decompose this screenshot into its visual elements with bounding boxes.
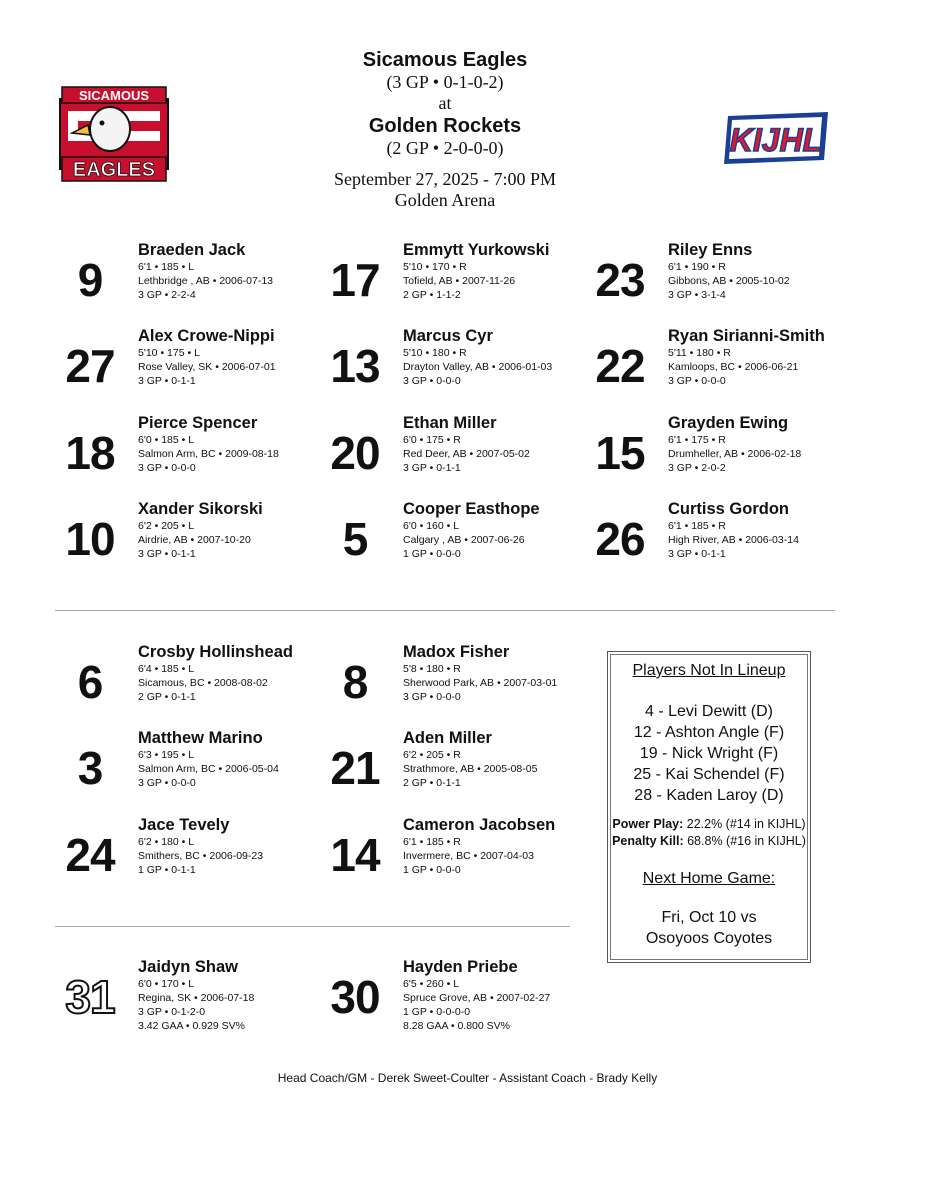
home-team-name: Golden Rockets — [368, 115, 522, 137]
player-origin: Calgary , AB • 2007-06-26 — [403, 534, 525, 546]
player-card — [55, 728, 315, 808]
player-bio: 6'0 • 170 • L — [138, 978, 195, 990]
jersey-number: 26 — [595, 513, 645, 565]
player-origin: Smithers, BC • 2006-09-23 — [138, 850, 264, 862]
player-card — [320, 413, 580, 493]
player-bio: 6'3 • 195 • L — [138, 749, 195, 761]
player-stats: 3 GP • 0-1-1 — [403, 462, 461, 474]
power-play-stat: Power Play: 22.2% (#14 in KIJHL) — [612, 817, 806, 831]
penalty-kill-stat: Penalty Kill: 68.8% (#16 in KIJHL) — [612, 834, 806, 848]
player-name: Braeden Jack — [138, 241, 246, 259]
jersey-number: 22 — [595, 340, 645, 392]
player-stats: 3 GP • 0-1-1 — [668, 548, 726, 560]
player-card — [320, 728, 580, 808]
player-origin: Invermere, BC • 2007-04-03 — [403, 850, 534, 862]
player-origin: Lethbridge , AB • 2006-07-13 — [138, 275, 274, 287]
player-bio: 6'1 • 185 • R — [403, 836, 461, 848]
jersey-number: 9 — [77, 254, 103, 306]
player-bio: 6'0 • 175 • R — [403, 434, 461, 446]
player-card — [55, 413, 315, 493]
section-divider — [55, 926, 570, 927]
not-in-lineup-title: Players Not In Lineup — [632, 662, 786, 679]
player-bio: 6'0 • 160 • L — [403, 520, 460, 532]
player-name: Crosby Hollinshead — [138, 643, 293, 661]
not-in-lineup-item: 25 - Kai Schendel (F) — [633, 766, 785, 783]
player-bio: 6'1 • 175 • R — [668, 434, 726, 446]
player-stats: 3 GP • 2-2-4 — [138, 289, 196, 301]
player-name: Xander Sikorski — [138, 500, 263, 518]
player-origin: Strathmore, AB • 2005-08-05 — [403, 763, 538, 775]
goalie-card — [55, 957, 315, 1049]
jersey-number: 21 — [330, 742, 380, 794]
player-bio: 6'0 • 185 • L — [138, 434, 195, 446]
player-stats: 3 GP • 3-1-4 — [668, 289, 726, 301]
player-stats: 1 GP • 0-0-0 — [403, 548, 461, 560]
goalie-averages: 3.42 GAA • 0.929 SV% — [138, 1020, 245, 1032]
jersey-number: 17 — [330, 254, 380, 306]
player-origin: Gibbons, AB • 2005-10-02 — [668, 275, 790, 287]
player-stats: 2 GP • 0-1-1 — [403, 777, 461, 789]
player-card — [55, 815, 315, 895]
player-name: Alex Crowe-Nippi — [138, 327, 275, 345]
player-origin: Spruce Grove, AB • 2007-02-27 — [403, 992, 551, 1004]
player-origin: Drayton Valley, AB • 2006-01-03 — [403, 361, 553, 373]
coaching-staff: Head Coach/GM - Derek Sweet-Coulter - Assistant Coach - Brady Kelly — [277, 1071, 658, 1085]
player-card — [320, 642, 580, 722]
player-name: Madox Fisher — [403, 643, 510, 661]
player-bio: 6'4 • 185 • L — [138, 663, 195, 675]
player-stats: 3 GP • 0-0-0 — [668, 375, 726, 387]
jersey-number: 14 — [330, 829, 380, 881]
player-bio: 6'2 • 180 • L — [138, 836, 195, 848]
player-origin: High River, AB • 2006-03-14 — [668, 534, 799, 546]
not-in-lineup-item: 19 - Nick Wright (F) — [639, 745, 779, 762]
player-origin: Red Deer, AB • 2007-05-02 — [403, 448, 530, 460]
player-bio: 5'10 • 180 • R — [403, 347, 467, 359]
logo-top-text: SICAMOUS — [78, 88, 150, 103]
player-card — [320, 815, 580, 895]
jersey-number: 8 — [342, 656, 368, 708]
not-in-lineup-item: 28 - Kaden Laroy (D) — [634, 787, 784, 804]
next-home-game-opponent: Osoyoos Coyotes — [645, 930, 773, 947]
game-date: September 27, 2025 - 7:00 PM — [334, 169, 556, 189]
game-venue: Golden Arena — [394, 190, 496, 210]
player-card — [55, 642, 315, 722]
player-card — [320, 326, 580, 406]
player-bio: 5'11 • 180 • R — [668, 347, 731, 359]
jersey-number: 6 — [77, 656, 103, 708]
player-name: Jaidyn Shaw — [138, 958, 238, 976]
jersey-number: 3 — [77, 742, 103, 794]
player-origin: Sherwood Park, AB • 2007-03-01 — [403, 677, 558, 689]
logo-bottom-text: EAGLES — [72, 159, 156, 181]
player-bio: 6'5 • 260 • L — [403, 978, 460, 990]
player-stats: 1 GP • 0-1-1 — [138, 864, 196, 876]
next-home-game-date: Fri, Oct 10 vs — [661, 909, 757, 926]
player-stats: 3 GP • 2-0-2 — [668, 462, 726, 474]
player-name: Pierce Spencer — [138, 414, 258, 432]
player-card — [55, 326, 315, 406]
player-name: Curtiss Gordon — [668, 500, 790, 518]
player-stats: 3 GP • 0-1-1 — [138, 548, 196, 560]
player-stats: 2 GP • 0-1-1 — [138, 691, 196, 703]
player-bio: 6'1 • 185 • R — [668, 520, 726, 532]
player-stats: 3 GP • 0-0-0 — [403, 375, 461, 387]
player-bio: 5'10 • 170 • R — [403, 261, 467, 273]
player-origin: Regina, SK • 2006-07-18 — [138, 992, 255, 1004]
not-in-lineup-item: 12 - Ashton Angle (F) — [633, 724, 785, 741]
player-stats: 2 GP • 1-1-2 — [403, 289, 461, 301]
next-home-game-title: Next Home Game: — [642, 870, 776, 887]
player-name: Matthew Marino — [138, 729, 263, 747]
at-label: at — [438, 93, 452, 113]
section-divider — [55, 610, 835, 611]
info-box — [607, 651, 811, 963]
player-stats: 3 GP • 0-0-0 — [138, 462, 196, 474]
player-origin: Drumheller, AB • 2006-02-18 — [668, 448, 802, 460]
player-bio: 6'1 • 185 • L — [138, 261, 195, 273]
player-name: Jace Tevely — [138, 816, 230, 834]
jersey-number: 15 — [595, 427, 645, 479]
player-card — [585, 326, 845, 406]
player-origin: Salmon Arm, BC • 2009-08-18 — [138, 448, 279, 460]
away-team-name: Sicamous Eagles — [362, 49, 528, 71]
logo-kijhl-text: KIJHL — [729, 122, 823, 158]
player-card — [320, 240, 580, 320]
player-bio: 6'2 • 205 • L — [138, 520, 195, 532]
player-name: Cameron Jacobsen — [403, 816, 556, 834]
player-stats: 3 GP • 0-0-0 — [403, 691, 461, 703]
not-in-lineup-item: 4 - Levi Dewitt (D) — [644, 703, 774, 720]
player-card — [585, 499, 845, 579]
player-name: Aden Miller — [403, 729, 492, 747]
player-card — [585, 240, 845, 320]
player-name: Ryan Sirianni-Smith — [668, 327, 825, 345]
player-stats: 3 GP • 0-0-0 — [138, 777, 196, 789]
player-stats: 1 GP • 0-0-0-0 — [403, 1006, 471, 1018]
jersey-number: 10 — [65, 513, 115, 565]
player-card — [55, 240, 315, 320]
player-name: Ethan Miller — [403, 414, 497, 432]
player-name: Marcus Cyr — [403, 327, 493, 345]
goalie-averages: 8.28 GAA • 0.800 SV% — [403, 1020, 510, 1032]
kijhl-logo — [720, 108, 832, 168]
player-stats: 3 GP • 0-1-2-0 — [138, 1006, 206, 1018]
player-bio: 5'10 • 175 • L — [138, 347, 200, 359]
player-card — [55, 499, 315, 579]
player-stats: 1 GP • 0-0-0 — [403, 864, 461, 876]
away-team-record: (3 GP • 0-1-0-2) — [386, 72, 504, 92]
jersey-number: 31 — [65, 971, 115, 1023]
jersey-number: 27 — [65, 340, 115, 392]
jersey-number: 24 — [65, 829, 115, 881]
sicamous-eagles-logo — [58, 85, 170, 183]
player-origin: Salmon Arm, BC • 2006-05-04 — [138, 763, 279, 775]
jersey-number: 13 — [330, 340, 380, 392]
player-origin: Tofield, AB • 2007-11-26 — [403, 275, 516, 287]
player-origin: Airdrie, AB • 2007-10-20 — [138, 534, 251, 546]
player-name: Cooper Easthope — [403, 500, 540, 518]
player-bio: 6'2 • 205 • R — [403, 749, 461, 761]
player-card — [585, 413, 845, 493]
jersey-number: 30 — [330, 971, 380, 1023]
player-stats: 3 GP • 0-1-1 — [138, 375, 196, 387]
player-bio: 6'1 • 190 • R — [668, 261, 726, 273]
player-origin: Rose Valley, SK • 2006-07-01 — [138, 361, 276, 373]
player-name: Riley Enns — [668, 241, 753, 259]
player-name: Grayden Ewing — [668, 414, 789, 432]
player-bio: 5'8 • 180 • R — [403, 663, 461, 675]
player-card — [320, 499, 580, 579]
player-origin: Sicamous, BC • 2008-08-02 — [138, 677, 268, 689]
jersey-number: 5 — [342, 513, 368, 565]
goalie-card — [320, 957, 580, 1049]
player-name: Emmytt Yurkowski — [403, 241, 550, 259]
jersey-number: 23 — [595, 254, 645, 306]
jersey-number: 20 — [330, 427, 380, 479]
player-origin: Kamloops, BC • 2006-06-21 — [668, 361, 799, 373]
player-name: Hayden Priebe — [403, 958, 518, 976]
jersey-number: 18 — [65, 427, 115, 479]
home-team-record: (2 GP • 2-0-0-0) — [386, 138, 504, 158]
